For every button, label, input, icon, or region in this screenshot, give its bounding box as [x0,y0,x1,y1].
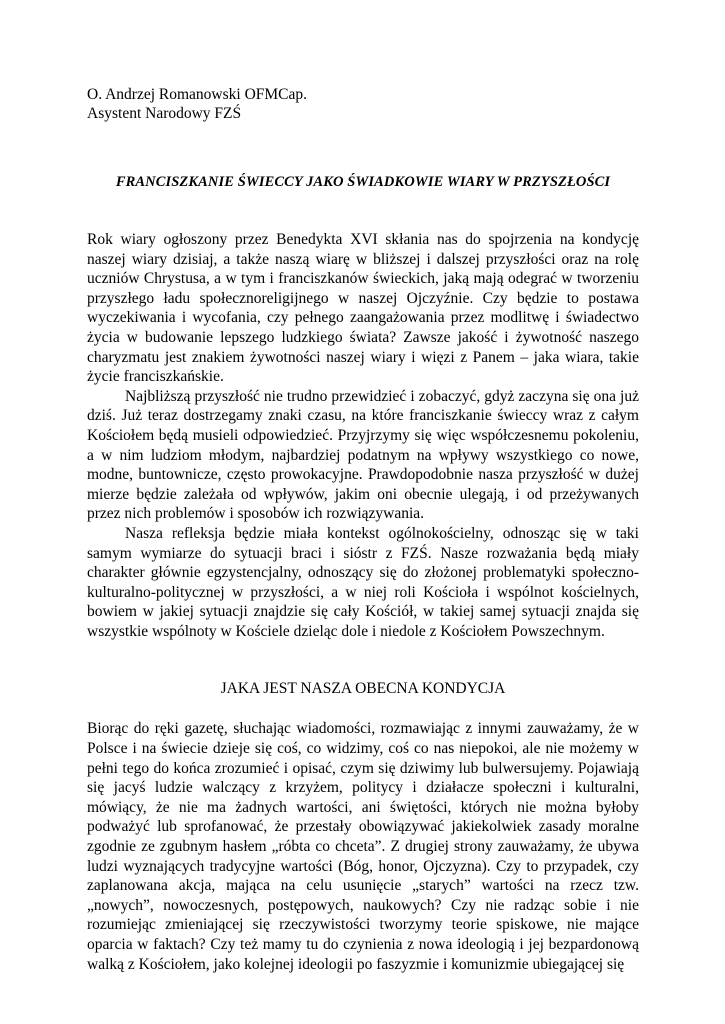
paragraph-2: Najbliższą przyszłość nie trudno przewidzieć i zobaczyć, gdyż zaczyna się ona już dziś. Już teraz dostrzegamy znaki czasu, na które franciszkanie świeccy wraz z całym Kościołem będą musieli odpowiedzieć. Przyjrzymy się więc współczesnemu pokoleniu, a w nim ludziom młodym, najbardziej podatnym na wpływy wszystkiego co nowe, modne, buntownicze, często prowokacyjne. Prawdopodobnie nasza przyszłość w dużej mierze będzie zależała od wpływów, jakim oni obecnie ulegają, i od przeżywanych przez nich problemów i sposobów ich rozwiązywania. [87,387,639,523]
section-paragraph: Biorąc do ręki gazetę, słuchając wiadomości, rozmawiając z innymi zauważamy, że w Polsce i na świecie dzieje się coś, co widzimy, coś co nas niepokoi, ale nie możemy w pełni tego do końca zrozumieć i opisać, czym się dziwimy lub bulwersujemy. Pojawiają się jacyś ludzie walczący z krzyżem, politycy i działacze społeczni i kulturalni, mówiący, że nie ma żadnych wartości, ani świętości, których nie można byłoby podważyć lub sprofanować, że przestały obowiązywać jakiekolwiek zasady moralne zgodnie ze zgubnym hasłem „róbta co chceta”. Z drugiej strony zauważamy, że ubywa ludzi wyznających tradycyjne wartości (Bóg, honor, Ojczyzna). Czy to przypadek, czy zaplanowana akcja, mająca na celu usunięcie „starych” wartości na rzecz tzw. „nowych”, nowoczesnych, postępowych, naukowych? Czy nie radząc sobie i nie rozumiejąc zmieniającej się rzeczywistości tworzymy teorie spiskowe, nie mające oparcia w faktach? Czy też mamy tu do czynienia z nowa ideologią i jej bezpardonową walką z Kościołem, jako kolejnej ideologii po faszyzmie i komunizmie ubiegającej się [87,720,639,973]
author-role: Asystent Narodowy FZŚ [87,105,242,122]
author-block [87,85,639,123]
section-heading: JAKA JEST NASZA OBECNA KONDYCJA [220,680,506,698]
document-page [87,85,639,974]
paragraph-1: Rok wiary ogłoszony przez Benedykta XVI skłania nas do spojrzenia na kondycję naszej wiary dzisiaj, a także naszą wiarę w bliższej i dalszej przyszłości oraz na rolę uczniów Chrystusa, a w tym i franciszkanów świeckich, jaką mają odegrać w tworzeniu przyszłego ładu społecznoreligijnego w naszej Ojczyźnie. Czy będzie to postawa wyczekiwania i wycofania, czy pełnego zaangażowania przez modlitwę i świadectwo życia w budowanie lepszego ludzkiego świata? Zawsze jakość i żywotność naszego charyzmatu jest znakiem żywotności naszej wiary i więzi z Panem – jaka wiara, takie życie franciszkańskie. [87,231,639,386]
paragraph-3: Nasza refleksja będzie miała kontekst ogólnokościelny, odnosząc się w taki samym wymiarze do sytuacji braci i sióstr z FZŚ. Nasze rozważania będą miały charakter głównie egzystencjalny, odnoszący się do złożonej problematyki społeczno-kulturalno-politycznej w przyszłości, a w niej roli Kościoła i wspólnot kościelnych, bowiem w jakiej sytuacji znajdzie się cały Kościół, w takiej samej sytuacji znajda się wszystkie wspólnoty w Kościele dzieląc dole i niedole z Kościołem Powszechnym. [87,524,639,640]
document-title: FRANCISZKANIE ŚWIECCY JAKO ŚWIADKOWIE WIARY W PRZYSZŁOŚCI [115,174,611,190]
intro-section [87,230,639,641]
condition-section [87,719,639,974]
author-name: O. Andrzej Romanowski OFMCap. [87,86,308,103]
